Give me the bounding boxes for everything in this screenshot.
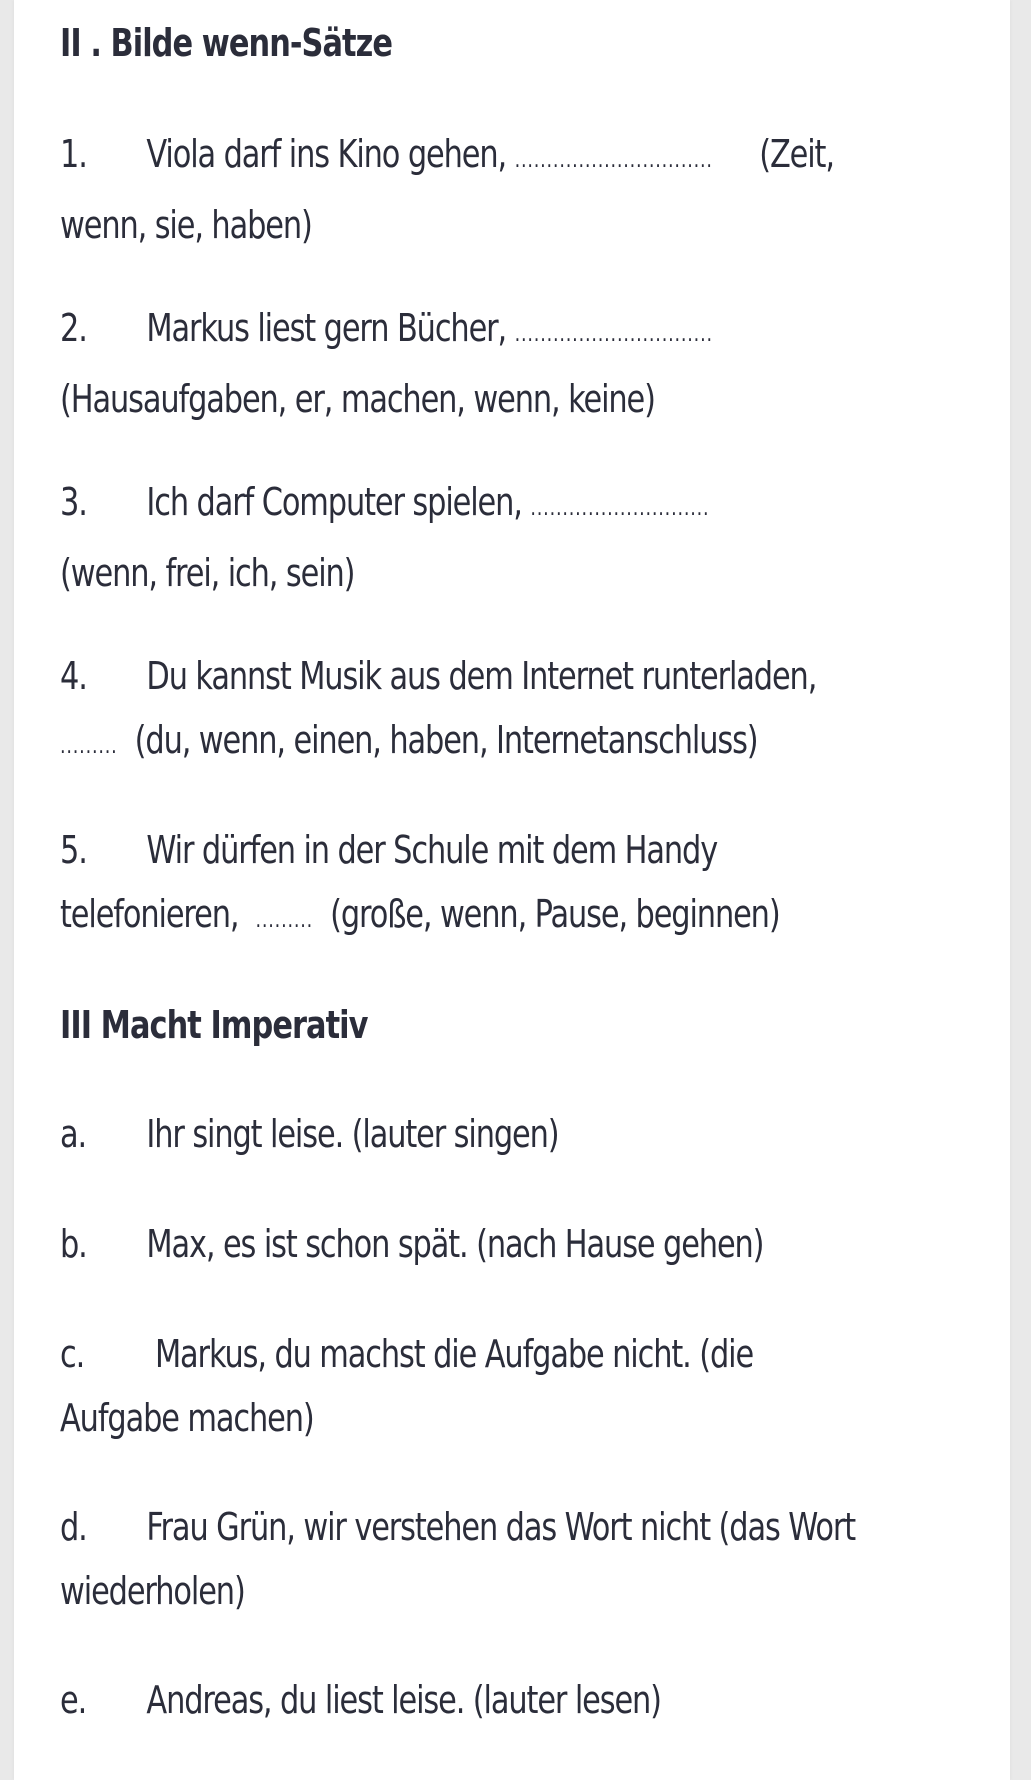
item-marker: 5. bbox=[60, 828, 87, 872]
answer-blank: ......... bbox=[255, 908, 314, 933]
imperative-item-b bbox=[60, 1212, 980, 1276]
exercise-item-5-line-1 bbox=[60, 818, 796, 882]
exercise-item-1-line-2: wenn, sie, haben) bbox=[60, 203, 312, 247]
item-sentence-continued: telefonieren, bbox=[60, 892, 239, 936]
item-marker: 4. bbox=[60, 654, 87, 698]
section-heading-imperativ: III Macht Imperativ bbox=[60, 1003, 368, 1047]
exercise-item-3-line-2: (wenn, frei, ich, sein) bbox=[60, 551, 355, 595]
imperative-item-d-line-1 bbox=[60, 1495, 856, 1559]
item-sentence: Ich darf Computer spielen, bbox=[146, 480, 522, 524]
imperative-item-d-line-2: wiederholen) bbox=[60, 1569, 245, 1613]
imperative-item-c-line-2: Aufgabe machen) bbox=[60, 1396, 314, 1440]
item-sentence: Wir dürfen in der Schule mit dem Handy bbox=[146, 828, 718, 872]
imperative-item-b-line-1 bbox=[60, 1212, 796, 1276]
answer-blank: ......... bbox=[60, 734, 118, 759]
exercise-item-4-line-1 bbox=[60, 644, 817, 708]
item-marker: a. bbox=[60, 1112, 87, 1156]
imperative-item-c-line-1 bbox=[60, 1322, 796, 1386]
item-sentence: Markus liest gern Bücher, bbox=[146, 306, 507, 350]
answer-blank: ............................... bbox=[514, 148, 713, 173]
item-marker: e. bbox=[60, 1678, 87, 1722]
exercise-item-5 bbox=[60, 818, 980, 953]
item-sentence: Ihr singt leise. (lauter singen) bbox=[146, 1112, 559, 1156]
exercise-item-5-line-2 bbox=[60, 882, 796, 953]
item-sentence: Frau Grün, wir verstehen das Wort nicht (das Wort bbox=[146, 1505, 856, 1549]
exercise-item-2-line-2: (Hausaufgaben, er, machen, wenn, keine) bbox=[60, 377, 655, 421]
item-hint: (Zeit, bbox=[759, 132, 834, 176]
item-marker: b. bbox=[60, 1222, 87, 1266]
item-marker: 2. bbox=[60, 306, 87, 350]
answer-blank: ............................... bbox=[514, 322, 713, 347]
imperative-item-e bbox=[60, 1668, 980, 1732]
item-marker: 3. bbox=[60, 480, 87, 524]
exercise-item-2-line-1 bbox=[60, 296, 796, 367]
imperative-item-c bbox=[60, 1322, 980, 1450]
exercise-item-3-line-1 bbox=[60, 470, 796, 541]
item-hint: (du, wenn, einen, haben, Internetanschluss) bbox=[134, 718, 758, 762]
exercise-item-1-line-1 bbox=[60, 122, 834, 193]
imperative-item-a-line-1 bbox=[60, 1102, 796, 1166]
answer-blank: ............................ bbox=[530, 496, 710, 521]
item-marker: d. bbox=[60, 1505, 87, 1549]
exercise-item-4-line-2 bbox=[60, 708, 796, 779]
imperative-item-d bbox=[60, 1495, 980, 1623]
item-marker: c. bbox=[60, 1332, 85, 1376]
exercise-item-3 bbox=[60, 470, 980, 605]
imperative-item-e-line-1 bbox=[60, 1668, 796, 1732]
item-sentence: Viola darf ins Kino gehen, bbox=[146, 132, 507, 176]
exercise-item-1 bbox=[60, 122, 980, 257]
section-heading-wenn-saetze: II . Bilde wenn-Sätze bbox=[60, 21, 393, 65]
worksheet-page bbox=[14, 0, 1010, 1780]
imperative-item-a bbox=[60, 1102, 980, 1166]
item-sentence: Max, es ist schon spät. (nach Hause gehen) bbox=[146, 1222, 764, 1266]
exercise-item-2 bbox=[60, 296, 980, 431]
exercise-item-4 bbox=[60, 644, 980, 779]
item-hint: (große, wenn, Pause, beginnen) bbox=[330, 892, 780, 936]
item-sentence: Andreas, du liest leise. (lauter lesen) bbox=[146, 1678, 661, 1722]
item-marker: 1. bbox=[60, 132, 87, 176]
item-sentence: Markus, du machst die Aufgabe nicht. (die bbox=[146, 1332, 754, 1376]
item-sentence: Du kannst Musik aus dem Internet runterladen, bbox=[146, 654, 817, 698]
